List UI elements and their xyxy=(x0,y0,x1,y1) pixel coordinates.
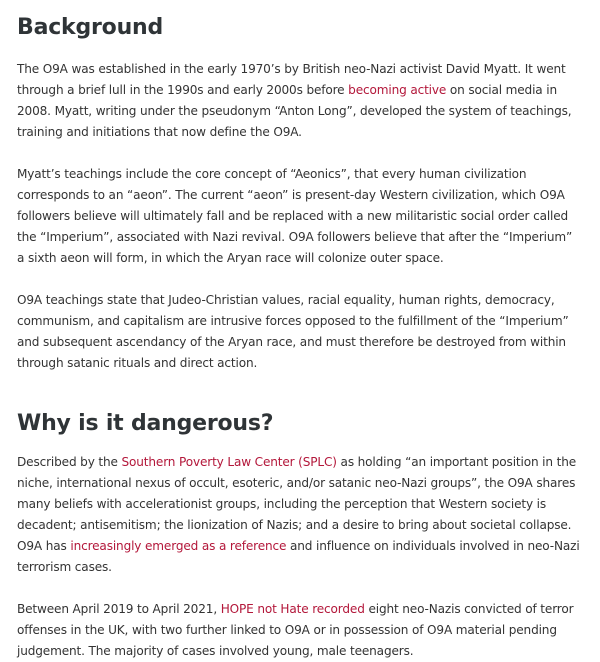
paragraph-text: on social media in 2008. Myatt, writing under the pseudonym “Anton Long”, developed the system of teachings, training and initiations that now define the O9A. xyxy=(17,83,572,139)
becoming-active-link[interactable]: becoming active xyxy=(348,83,447,97)
hope-not-hate-link[interactable]: HOPE not Hate recorded xyxy=(220,602,365,616)
paragraph-text: eight neo-Nazis convicted of terror offenses in the UK, with two further linked to O9A or in possession of O9A material pending judgement. The majority of cases involved young, male teenagers. xyxy=(17,602,574,658)
splc-link[interactable]: Southern Poverty Law Center (SPLC) xyxy=(121,455,337,469)
increasingly-emerged-link[interactable]: increasingly emerged as a reference xyxy=(70,539,287,553)
paragraph-text: Described by the xyxy=(17,455,122,469)
paragraph xyxy=(17,290,583,374)
paragraph xyxy=(17,59,583,143)
paragraph-text: and influence on individuals involved in neo-Nazi terrorism cases. xyxy=(17,539,580,574)
paragraph-text: Between April 2019 to April 2021, xyxy=(17,602,221,616)
paragraph-text: O9A teachings state that Judeo-Christian values, racial equality, human rights, democracy, communism, and capitalism are intrusive forces opposed to the fulfillment of the “Imperium” and subsequent ascendancy of the Aryan race, and must therefore be destroyed from within through satanic rituals and direct action. xyxy=(17,293,569,370)
article-body xyxy=(17,14,583,662)
paragraph xyxy=(17,599,583,662)
paragraph-text: as holding “an important position in the niche, international nexus of occult, esoteric, and/or satanic neo-Nazi groups”, the O9A shares many beliefs with accelerationist groups, including the perception that Western society is decadent; antisemitism; the lionization of Nazis; and a desire to bring about societal collapse. O9A has xyxy=(17,455,576,553)
paragraph xyxy=(17,164,583,269)
paragraph-text: The O9A was established in the early 1970’s by British neo-Nazi activist David Myatt. It went through a brief lull in the 1990s and early 2000s before xyxy=(17,62,566,97)
paragraph-text: Myatt’s teachings include the core concept of “Aeonics”, that every human civilization corresponds to an “aeon”. The current “aeon” is present-day Western civilization, which O9A followers believe will ultimately fall and be replaced with a new militaristic social order called the “Imperium”, associated with Nazi revival. O9A followers believe that after the “Imperium” a sixth aeon will form, in which the Aryan race will colonize outer space. xyxy=(17,167,573,265)
section-heading-background: Background xyxy=(17,15,164,40)
section-heading-why-dangerous: Why is it dangerous? xyxy=(17,411,274,436)
paragraph xyxy=(17,452,583,578)
